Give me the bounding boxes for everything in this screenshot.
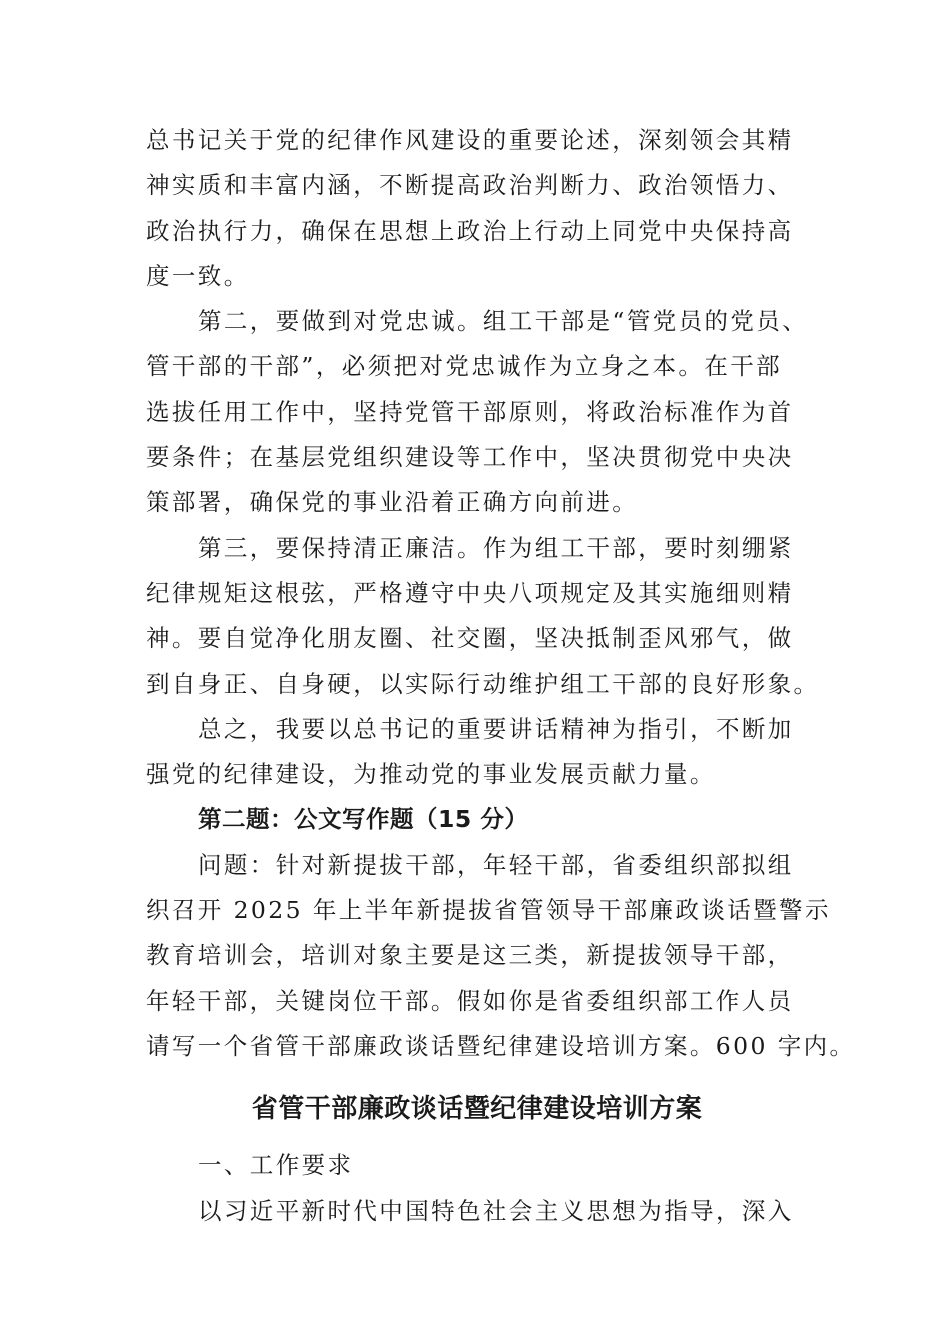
text-line: 年轻干部，关键岗位干部。假如你是省委组织部工作人员 [146,986,794,1015]
section-1-text [146,1189,806,1234]
text-line: 度一致。 [146,261,250,290]
document-title: 省管干部廉政谈话暨纪律建设培训方案 [251,1094,703,1125]
text-line: 纪律规矩这根弦，严格遵守中央八项规定及其实施细则精 [146,578,794,607]
question-text [146,843,856,1069]
section-1-heading: 一、工作要求 [198,1151,354,1180]
text-line: 总之，我要以总书记的重要讲话精神为指引，不断加 [198,714,794,743]
text-line: 教育培训会，培训对象主要是这三类，新提拔领导干部， [146,941,794,970]
text-line: 第二，要做到对党忠诚。组工干部是“管党员的党员、 [198,307,809,336]
text-line: 问题：针对新提拔干部，年轻干部，省委组织部拟组 [198,850,794,879]
text-line: 请写一个省管干部廉政谈话暨纪律建设培训方案。600 字内。 [146,1031,856,1060]
text-line: 选拔任用工作中，坚持党管干部原则，将政治标准作为首 [146,397,794,426]
text-line: 政治执行力，确保在思想上政治上行动上同党中央保持高 [146,216,794,245]
paragraph-3 [146,526,820,707]
text-line: 到自身正、自身硬，以实际行动维护组工干部的良好形象。 [146,669,820,698]
paragraph-4 [146,707,806,798]
text-line: 强党的纪律建设，为推动党的事业发展贡献力量。 [146,760,716,789]
text-line: 管干部的干部”，必须把对党忠诚作为立身之本。在干部 [146,352,783,381]
text-line: 神实质和丰富内涵，不断提高政治判断力、政治领悟力、 [146,171,794,200]
text-line: 第三，要保持清正廉洁。作为组工干部，要时刻绷紧 [198,533,794,562]
text-line: 神。要自觉净化朋友圈、社交圈，坚决抵制歪风邪气，做 [146,624,794,653]
text-line: 策部署，确保党的事业沿着正确方向前进。 [146,488,639,517]
question-heading: 第二题：公文写作题（15 分） [198,805,529,834]
paragraph-2 [146,299,809,525]
text-line: 织召开 2025 年上半年新提拔省管领导干部廉政谈话暨警示 [146,896,831,925]
text-line: 总书记关于党的纪律作风建设的重要论述，深刻领会其精 [146,126,794,154]
text-line: 以习近平新时代中国特色社会主义思想为指导，深入 [198,1196,794,1225]
document-body [146,118,856,1234]
text-line: 要条件；在基层党组织建设等工作中，坚决贯彻党中央决 [146,443,794,472]
paragraph-1 [146,118,806,299]
